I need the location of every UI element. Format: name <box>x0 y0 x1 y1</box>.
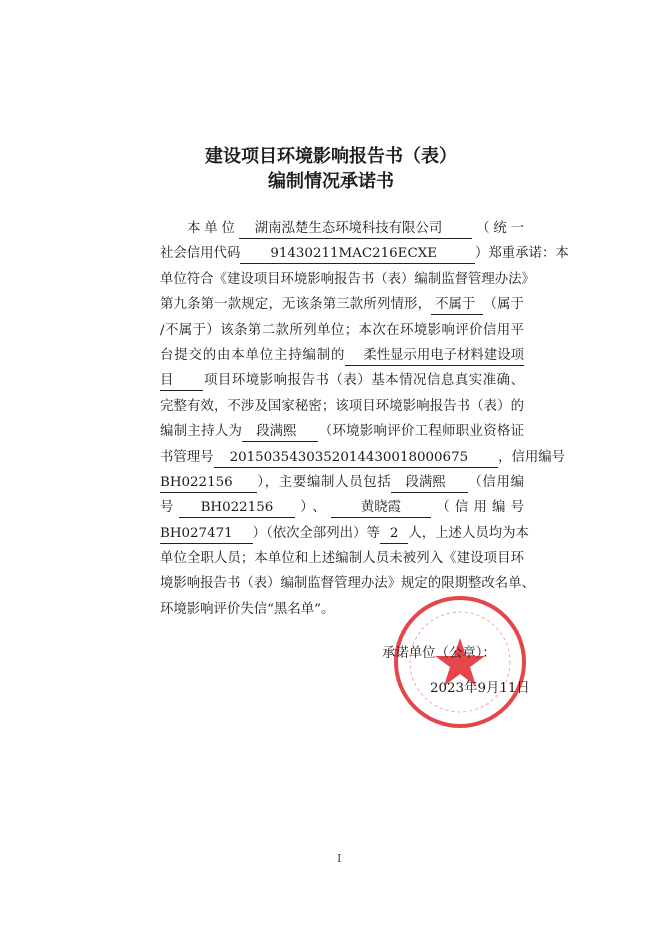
body-line: 单位全职人员；本单位和上述编制人员未被列入《建设项目环 <box>160 551 524 567</box>
staff-count: 2 <box>380 525 409 544</box>
staff-name-1: 段满熙 <box>391 474 467 493</box>
body-line <box>160 470 524 495</box>
commitment-body <box>160 216 569 622</box>
text: 项目环境影响报告书（表）基本情况信息真实准确、 <box>203 373 524 389</box>
body-line: 单位符合《建设项目环境影响报告书（表）编制监督管理办法》 <box>160 271 535 287</box>
signature-label: 承诺单位（公章）： <box>382 646 496 661</box>
document-title: 建设项目环境影响报告书（表） <box>205 146 457 167</box>
date: 2023年9月11日 <box>430 681 530 696</box>
text: （信用编 <box>467 474 524 490</box>
body-line: 环境影响评价失信“黑名单”。 <box>160 601 335 617</box>
body-line <box>160 445 566 470</box>
text: ），主要编制人员包括 <box>256 474 392 490</box>
text: ）、 <box>295 500 331 516</box>
company-name: 湖南泓楚生态环境科技有限公司 <box>239 220 472 239</box>
project-name-cont: 目 <box>160 372 203 391</box>
text: 号 <box>160 500 179 516</box>
text: （属于 <box>483 297 525 313</box>
credit-code: 91430211MAC216ECXE <box>240 245 475 264</box>
text: 人，上述人员均为本 <box>408 525 529 541</box>
certificate-number: 2015035430352014430018000675 <box>214 449 499 468</box>
staff-credit-1: BH022156 <box>179 499 296 518</box>
body-line <box>160 419 524 444</box>
text: 台提交的由本单位主持编制的 <box>160 347 346 363</box>
body-line: 完整有效，不涉及国家秘密；该项目环境影响报告书（表）的 <box>160 398 524 414</box>
text: ）郑重承诺：本 <box>475 246 569 262</box>
text: 书管理号 <box>160 449 214 465</box>
host-credit-number: BH022156 <box>160 474 257 493</box>
body-line <box>160 368 524 393</box>
staff-credit-2: BH027471 <box>160 525 253 544</box>
body-line <box>160 292 524 317</box>
text: （环境影响评价工程师职业资格证 <box>318 424 525 440</box>
text: 第九条第一款规定，无该条第三款所列情形， <box>160 297 432 313</box>
text: ）（依次全部列出）等 <box>252 525 380 541</box>
text: 本单位 <box>187 221 239 236</box>
text: （统一 <box>472 221 524 236</box>
text: ，信用编号 <box>498 449 566 465</box>
page-number: I <box>337 852 342 865</box>
host-name: 段满熙 <box>242 423 318 442</box>
body-line <box>160 521 529 546</box>
body-line <box>160 241 569 266</box>
body-line <box>160 495 524 520</box>
document-subtitle: 编制情况承诺书 <box>268 171 394 192</box>
body-line: /不属于）该条第二款所列单位；本次在环境影响评价信用平 <box>160 322 524 338</box>
text: （信用编号 <box>431 500 525 516</box>
body-line <box>160 216 524 241</box>
staff-name-2: 黄晓霞 <box>331 499 431 518</box>
body-line <box>160 343 524 368</box>
text: 社会信用代码 <box>160 246 241 262</box>
belongs-field: 不属于 <box>431 296 483 315</box>
body-line: 境影响报告书（表）编制监督管理办法》规定的限期整改名单、 <box>160 576 535 592</box>
text: 编制主持人为 <box>160 424 243 440</box>
project-name: 柔性显示用电子材料建设项 <box>345 347 524 366</box>
